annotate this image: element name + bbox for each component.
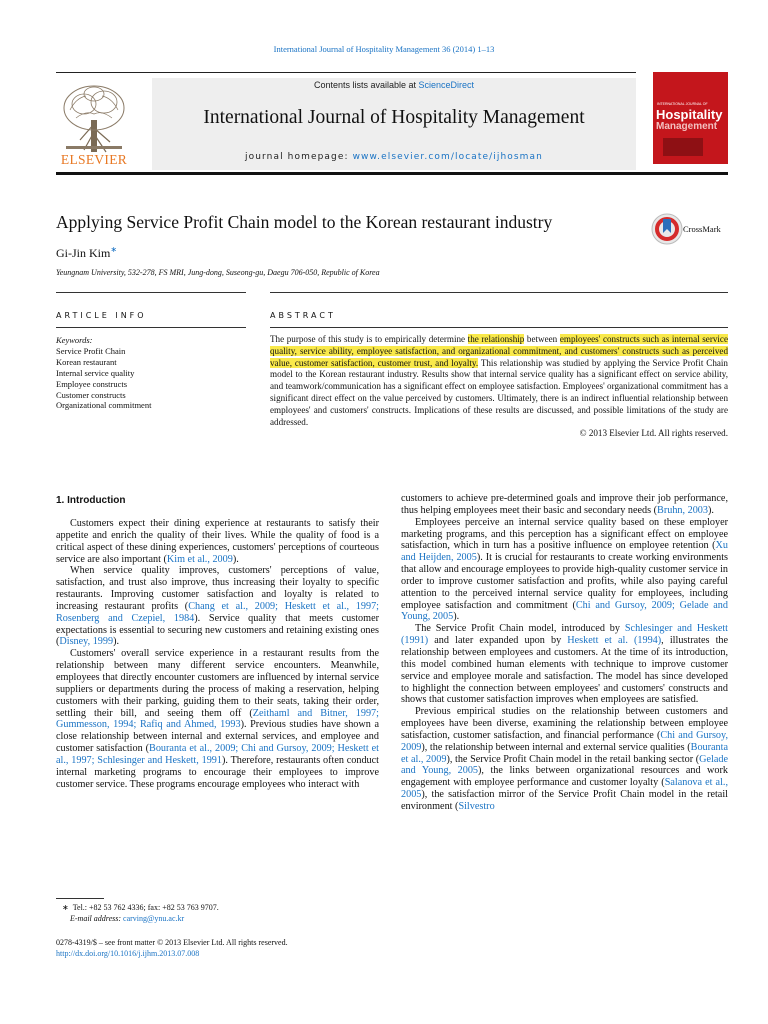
crossmark-icon	[651, 213, 683, 245]
article-title: Applying Service Profit Chain model to the Korean restaurant industry	[56, 212, 553, 232]
keyword-item: Customer constructs	[56, 389, 126, 400]
text-run: ). It is crucial for restaurants to create working environments that allow and encourage employees to provide high-quality customer service in order to improve customer satisfaction and profits, while also paying careful attention to the perceived internal service quality for employees, including employee satisfaction and commitment (	[401, 552, 728, 611]
header-top-rule	[56, 72, 636, 73]
citation-link[interactable]: Chang et al., 2009; Heskett et al., 1997; Rosenberg and Czepiel, 1984	[56, 600, 379, 624]
footnote-mark: ∗	[62, 903, 69, 912]
citation-link[interactable]: Chi and Gursoy, 2009	[401, 729, 728, 753]
keywords-block	[56, 335, 246, 411]
keywords-label: Keywords:	[56, 335, 93, 345]
footnote-rule	[56, 898, 104, 899]
abstract-top-rule	[270, 292, 728, 293]
article-info-top-rule	[56, 292, 246, 293]
issn-line: 0278-4319/$ – see front matter © 2013 Elsevier Ltd. All rights reserved.	[56, 938, 288, 947]
author-footnote	[62, 902, 219, 925]
elsevier-logo	[56, 80, 132, 168]
crossmark-label: CrossMark	[683, 224, 721, 234]
abstract-segment: The purpose of this study is to empirically determine	[270, 334, 468, 344]
citation-link[interactable]: Heskett et al. (1994)	[567, 635, 662, 647]
keyword-item: Korean restaurant	[56, 356, 117, 367]
homepage-prefix: journal homepage:	[245, 152, 353, 162]
text-run: ).	[113, 636, 120, 648]
sciencedirect-link[interactable]: ScienceDirect	[418, 80, 475, 90]
citation-link[interactable]: Bruhn, 2003	[657, 504, 708, 516]
abstract-highlight[interactable]: the relationship	[467, 334, 525, 344]
text-run: ), the Service Profit Chain model in the retail banking sector (	[446, 753, 700, 765]
abstract-heading: ABSTRACT	[270, 311, 336, 320]
text-run: customers to achieve pre-determined goals and improve their job performance, thus helping employees meet their basic and secondary needs (	[401, 493, 728, 516]
paragraph-continued	[401, 493, 728, 517]
article-info-heading: ARTICLE INFO	[56, 311, 147, 320]
citation-link[interactable]: Bouranta et al., 2009; Chi and Gursoy, 2009; Heskett et al., 1997; Schlesinger and Heskett, 1991	[56, 743, 379, 766]
text-run: ), the links between organizational resources and work engagement with employee performance and customer loyalty (	[401, 765, 728, 789]
contents-available-line	[152, 80, 636, 90]
footnote-tel: Tel.: +82 53 762 4336; fax: +82 53 763 9707.	[72, 903, 219, 912]
text-run: Employees perceive an internal service quality based on these employer marketing programs, and this perception has a significant effect on employee satisfaction, which in turn has a positive influence on employee retention (	[401, 516, 728, 552]
body-column-right	[401, 493, 728, 813]
citation-link[interactable]: Schlesinger and Heskett (1991)	[401, 623, 728, 647]
citation-link[interactable]: Gelade and Young, 2005	[401, 753, 728, 777]
text-run: ).	[707, 504, 714, 516]
keyword-item: Internal service quality	[56, 367, 135, 378]
paragraph	[56, 565, 379, 648]
keyword-item: Organizational commitment	[56, 400, 152, 411]
text-run: ). Therefore, restaurants often conduct internal marketing programs to encourage their employees to improve customer service. These programs encourage employees who interact with	[56, 754, 380, 790]
footnote-email-line	[62, 913, 219, 924]
journal-homepage-line	[152, 152, 636, 162]
issn-block	[56, 937, 288, 960]
text-run: Customers' overall service experience in a restaurant results from the relationship between many different service encounters. Meanwhile, employees that directly encounter customers are influenced by internal service suppliers or departments during the process of making a reservation, helping customers with their parking, guiding them to their seats, taking their order, settling their bill, and seeing them off (	[56, 648, 379, 719]
text-run: When service quality improves, customers' perceptions of value, satisfaction, and trust also improve, thus increasing their loyalty to specific restaurants. Improving customer satisfaction and loyalty is related to increasing restaurant profits (	[56, 565, 379, 612]
crossmark-button[interactable]	[651, 213, 731, 245]
citation-link[interactable]: Disney, 1999	[59, 636, 114, 648]
email-label: E-mail address:	[70, 914, 122, 924]
text-run: ).	[232, 553, 239, 565]
journal-title: International Journal of Hospitality Management	[203, 107, 585, 128]
citation-link[interactable]: Zeithaml and Bitner, 1997; Gummesson, 1994; Rafiq and Ahmed, 1993	[56, 707, 379, 731]
citation-link[interactable]: Chi and Gursoy, 2009; Gelade and Young, 2005	[401, 599, 728, 623]
body-column-left	[56, 518, 379, 790]
doi-link[interactable]: http://dx.doi.org/10.1016/j.ijhm.2013.07.008	[56, 949, 200, 959]
citation-link[interactable]: Salanova et al., 2005	[401, 777, 729, 801]
citation-link[interactable]: Kim et al., 2009	[166, 553, 233, 565]
text-run: and later expanded upon by	[428, 635, 568, 647]
copyright-line: © 2013 Elsevier Ltd. All rights reserved.	[579, 428, 728, 439]
text-run: ), the satisfaction mirror of the Service Profit Chain model in the retail environment (	[401, 789, 728, 812]
text-run: , illustrates the relationship between employees and customers. At the time of its introduction, this model combined human elements with technique to improve customer service and employee morale and satisfaction. The model has since developed to highlight the connection between employees' and customers' constructs and shows that customer satisfaction improves when employees are satisfied.	[401, 635, 729, 706]
footnote-tel-line	[62, 902, 219, 913]
paragraph	[401, 517, 728, 624]
author-footnote-link[interactable]: ∗	[110, 245, 118, 254]
elsevier-wordmark: ELSEVIER	[60, 152, 128, 167]
text-run: ), the relationship between internal and external service qualities (	[421, 741, 691, 753]
journal-reference-link[interactable]: International Journal of Hospitality Management 36 (2014) 1–13	[273, 44, 495, 54]
abstract-segment: between	[524, 334, 560, 344]
text-run: ).	[453, 611, 460, 623]
abstract-text	[270, 334, 728, 440]
cover-title-line1: Hospitality	[656, 107, 723, 122]
author-affiliation: Yeungnam University, 532-278, FS MRI, Jung-dong, Suseong-gu, Daegu 706-050, Republic of Korea	[56, 268, 380, 277]
abstract-highlight[interactable]: employees' constructs such as internal service quality, service ability, employee satisfaction, and organizational commitment, and customers' constructs such as perceived value, customer satisfaction, customer trust, and loyalty.	[270, 334, 728, 368]
paragraph	[401, 706, 728, 813]
contents-prefix: Contents lists available at	[313, 80, 419, 90]
citation-link[interactable]: Xu and Heijden, 2005	[401, 540, 728, 564]
journal-cover-image[interactable]	[653, 72, 728, 164]
paragraph	[56, 518, 379, 565]
author-email-link[interactable]: carving@ynu.ac.kr	[123, 914, 185, 924]
paragraph	[401, 623, 728, 706]
journal-homepage-link[interactable]: www.elsevier.com/locate/ijhosman	[352, 152, 543, 162]
citation-link[interactable]: Bouranta et al., 2009	[401, 741, 728, 765]
article-info-bottom-rule	[56, 327, 246, 328]
author-name	[56, 245, 117, 261]
keyword-item: Employee constructs	[56, 378, 128, 389]
header-bottom-rule	[56, 172, 728, 175]
abstract-bottom-rule	[270, 327, 728, 328]
paragraph	[56, 648, 379, 790]
abstract-segment: This relationship was studied by applying the Service Profit Chain model to the Korean restaurant industry. Results show that internal service quality has a significant effect on service ability, and teamwork/communication has a significant effect on employee satisfaction. Employees' organizational commitment has a significant direct effect on the value perceived by customers. Ultimately, there is an indirect influential relationship between employees' and customers' constructs. Implications of these results are discussed, and possible limitations of the study are addressed.	[270, 357, 728, 427]
author-name-text: Gi-Jin Kim	[56, 246, 111, 260]
cover-photo-strip	[663, 138, 703, 156]
citation-link[interactable]: Silvestro	[458, 800, 495, 812]
cover-kicker: INTERNATIONAL JOURNAL OF	[657, 102, 708, 106]
text-run: Previous empirical studies on the relationship between customers and employees have been diverse, examining the relationship between employee satisfaction, customer satisfaction, and financial performance (	[401, 706, 728, 741]
text-run: ). Previous studies have shown a close relationship between internal and external services, and employee and customer satisfaction (	[56, 719, 379, 755]
keyword-item: Service Profit Chain	[56, 345, 126, 356]
text-run: Customers expect their dining experience at restaurants to satisfy their appetite and enrich the quality of their lives. While the quality of food is a critical aspect of these dining experiences, customers' perceptions of courteous service are also important (	[56, 518, 379, 565]
section-heading-introduction: 1. Introduction	[56, 495, 126, 506]
text-run: ). Service quality that meets customer expectations is essential to securing new customers and retaining existing ones (	[56, 612, 379, 648]
cover-title-line2: Management	[656, 121, 718, 132]
text-run: The Service Profit Chain model, introduced by	[415, 623, 625, 635]
